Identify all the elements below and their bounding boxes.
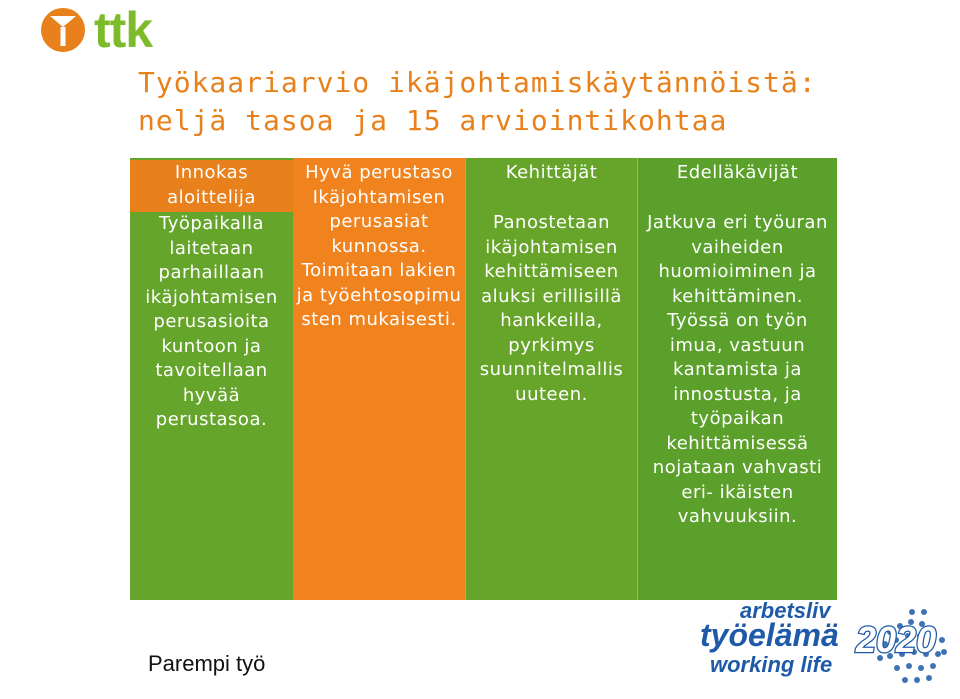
partner-line-2: työelämä	[700, 617, 839, 653]
footer-tagline: Parempi työ	[148, 651, 266, 676]
partner-line-3: working life	[710, 652, 833, 677]
level-heading: Kehittäjät	[505, 162, 598, 183]
ttk-logo-icon	[40, 7, 86, 53]
level-description: Jatkuva eri työuran vaiheiden huomioiminen ja kehittäminen. Työssä on työn imua, vastuun kantamista ja innostusta, ja työpaikan kehittämisessä nojataan vahvasti eri- ikäisten vahvuuksiin.	[647, 212, 828, 527]
level-description: Panostetaan ikäjohtamisen kehittämiseen aluksi erillisillä hankkeilla, pyrkimys suunnitelmallis uuteen.	[479, 212, 624, 405]
title-line-2: neljä tasoa ja 15 arviointikohtaa	[138, 104, 728, 137]
ttk-logo	[40, 4, 152, 56]
partner-year: 2020	[856, 619, 937, 660]
page-title	[138, 64, 817, 140]
ttk-logo-text: ttk	[94, 2, 153, 58]
level-column-1	[130, 158, 293, 600]
partner-line-1: arbetsliv	[740, 598, 831, 623]
level-column-4	[637, 158, 837, 600]
level-column-3	[465, 158, 637, 600]
title-line-1: Työkaariarvio ikäjohtamiskäytännöistä:	[138, 66, 817, 99]
level-description: Työpaikalla laitetaan parhaillaan ikäjohtamisen perusasioita kuntoon ja tavoitellaan hyvää perustasoa.	[145, 213, 278, 430]
level-heading: Innokas aloittelija	[130, 160, 293, 212]
level-heading: Edelläkävijät	[676, 162, 799, 183]
level-column-2	[293, 158, 465, 600]
tyoelama-2020-logo	[690, 594, 955, 694]
level-heading: Hyvä perustaso	[305, 162, 453, 183]
level-description: Ikäjohtamisen perusasiat kunnossa. Toimitaan lakien ja työehtosopimu sten mukaisesti.	[296, 186, 462, 330]
